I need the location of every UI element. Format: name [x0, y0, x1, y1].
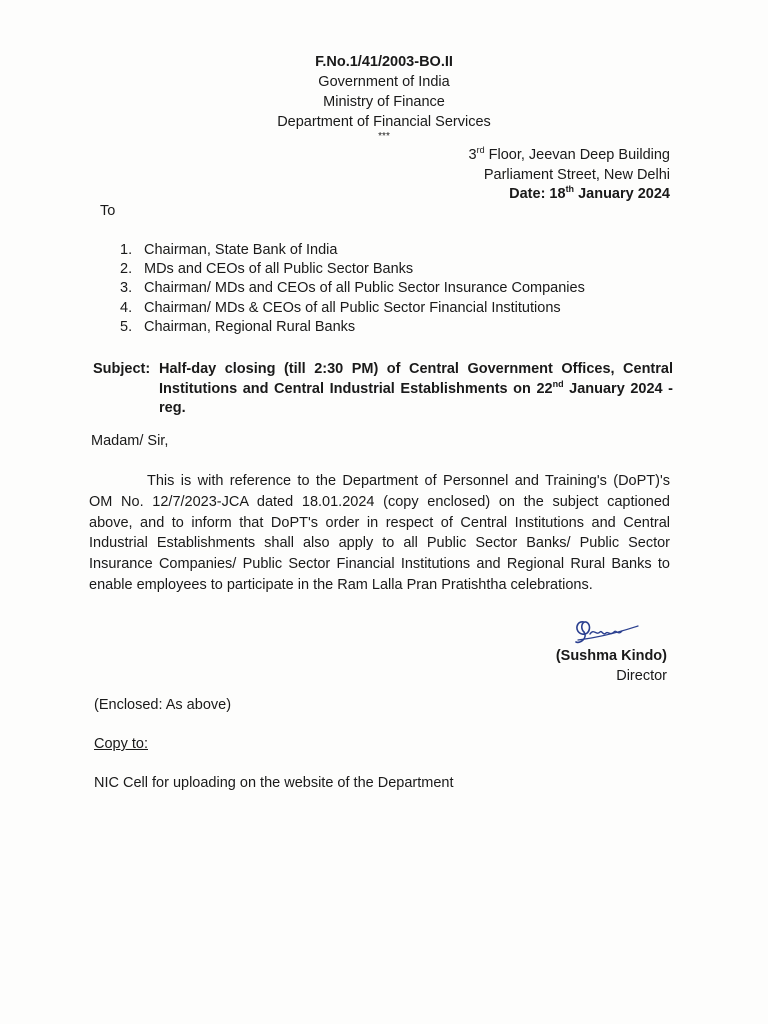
recipient-text: MDs and CEOs of all Public Sector Banks — [144, 261, 414, 278]
floor-building: Floor, Jeevan Deep Building — [484, 147, 670, 163]
header-stars: *** — [378, 131, 390, 142]
list-item — [120, 318, 585, 337]
subject-date-suffix: nd — [552, 378, 564, 389]
header-line-ministry: Ministry of Finance — [323, 94, 445, 110]
copy-recipient: NIC Cell for uploading on the website of the Department — [94, 775, 454, 791]
sender-address — [469, 146, 671, 205]
letter-header — [0, 52, 768, 142]
list-number: 4. — [120, 299, 133, 316]
floor-number: 3 — [468, 147, 477, 163]
body-paragraph: This is with reference to the Department of Personnel and Training's (DoPT)'s OM No. 12/7/2023-JCA dated 18.01.2024 (copy enclosed) on the subject captioned above, and to inform that DoPT's order in respect of Central Institutions and Central Industrial Establishments shall also apply to all Public Sector Banks/ Public Sector Insurance Companies/ Public Sector Financial Institutions and Regional Rural Banks to enable employees to participate in the Ram Lalla Pran Pratishtha celebrations. — [89, 473, 670, 593]
recipient-text: Chairman/ MDs & CEOs of all Public Sector Financial Institutions — [144, 299, 561, 316]
list-number: 1. — [120, 242, 133, 258]
recipient-list — [120, 241, 585, 337]
list-item — [120, 299, 585, 318]
date-label: Date: 18 — [509, 186, 566, 202]
signatory-designation: Director — [616, 667, 667, 684]
list-item — [120, 279, 585, 298]
subject-text-part2: January 2024 - reg. — [159, 380, 673, 416]
floor-suffix: rd — [476, 145, 485, 156]
recipient-text: Chairman, Regional Rural Banks — [144, 318, 356, 335]
subject-line — [93, 360, 673, 419]
recipient-text: Chairman/ MDs and CEOs of all Public Sector Insurance Companies — [144, 280, 585, 297]
subject-label: Subject: — [93, 361, 151, 377]
letter-date — [469, 185, 671, 205]
list-number: 5. — [120, 318, 133, 335]
list-number: 2. — [120, 261, 133, 278]
subject-text — [93, 360, 673, 419]
header-line-government: Government of India — [318, 74, 450, 90]
file-number: F.No.1/41/2003-BO.II — [315, 54, 453, 70]
enclosure-note: (Enclosed: As above) — [94, 697, 232, 713]
list-number: 3. — [120, 280, 133, 297]
list-item — [120, 241, 585, 260]
to-label: To — [100, 203, 116, 219]
signature-image — [570, 612, 640, 648]
subject-text-part1: Half-day closing (till 2:30 PM) of Central Government Offices, Central Institutions and Central Industrial Establishments on 22 — [159, 361, 673, 397]
header-line-department: Department of Financial Services — [277, 114, 491, 130]
list-item — [120, 260, 585, 279]
date-rest: January 2024 — [574, 186, 670, 202]
recipient-text: Chairman, State Bank of India — [144, 242, 338, 258]
salutation: Madam/ Sir, — [91, 433, 169, 449]
address-street: Parliament Street, New Delhi — [483, 166, 670, 183]
signatory-name: (Sushma Kindo) — [555, 648, 667, 664]
copy-to-heading: Copy to: — [94, 736, 148, 752]
address-floor — [469, 146, 671, 166]
date-suffix: th — [565, 184, 575, 195]
signatory-block — [556, 647, 667, 686]
